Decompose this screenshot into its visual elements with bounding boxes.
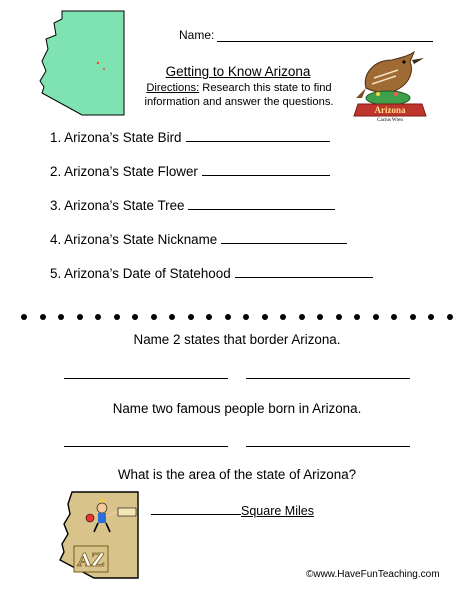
name-blank[interactable] [217,30,433,42]
area-unit: Square Miles [241,504,314,518]
cactus-icon [366,91,410,105]
question-2-text: 2. Arizona’s State Flower [50,164,198,179]
emblem-sublabel: Cactus Wren [377,118,403,122]
question-1 [50,129,330,145]
arizona-map-cartoon [58,488,142,580]
directions-text: Research this state to find information and answer the questions. [144,82,334,108]
question-4 [50,231,347,247]
answer-1-blank[interactable] [186,129,330,142]
question-3-text: 3. Arizona’s State Tree [50,198,185,213]
border-state-2-blank[interactable] [246,378,410,379]
name-field[interactable] [179,28,433,42]
worksheet-title: Getting to Know Arizona [165,64,311,79]
question-1-text: 1. Arizona’s State Bird [50,130,182,145]
arizona-map-outline [34,9,128,119]
dotted-divider [21,311,453,323]
directions-label: Directions: [146,82,200,94]
answer-3-blank[interactable] [188,197,335,210]
question-5 [50,265,373,281]
answer-5-blank[interactable] [235,265,373,278]
answer-2-blank[interactable] [202,163,330,176]
map-badge-text: AZ [77,550,105,571]
question-5-text: 5. Arizona’s Date of Statehood [50,266,231,281]
question-3 [50,197,335,213]
person-2-blank[interactable] [246,446,410,447]
directions [133,81,345,109]
name-label: Name: [179,28,215,42]
area-blank[interactable] [151,502,241,515]
answer-4-blank[interactable] [221,231,347,244]
borders-prompt: Name 2 states that border Arizona. [133,332,341,347]
footer-credit: ©www.HaveFunTeaching.com [306,569,440,580]
area-answer [151,502,314,518]
area-prompt: What is the area of the state of Arizona? [117,467,357,482]
border-state-1-blank[interactable] [64,378,228,379]
question-4-text: 4. Arizona’s State Nickname [50,232,218,247]
state-bird-emblem [352,48,430,122]
question-2 [50,163,330,179]
people-prompt: Name two famous people born in Arizona. [112,401,362,416]
emblem-label: Arizona [374,105,406,115]
person-1-blank[interactable] [64,446,228,447]
